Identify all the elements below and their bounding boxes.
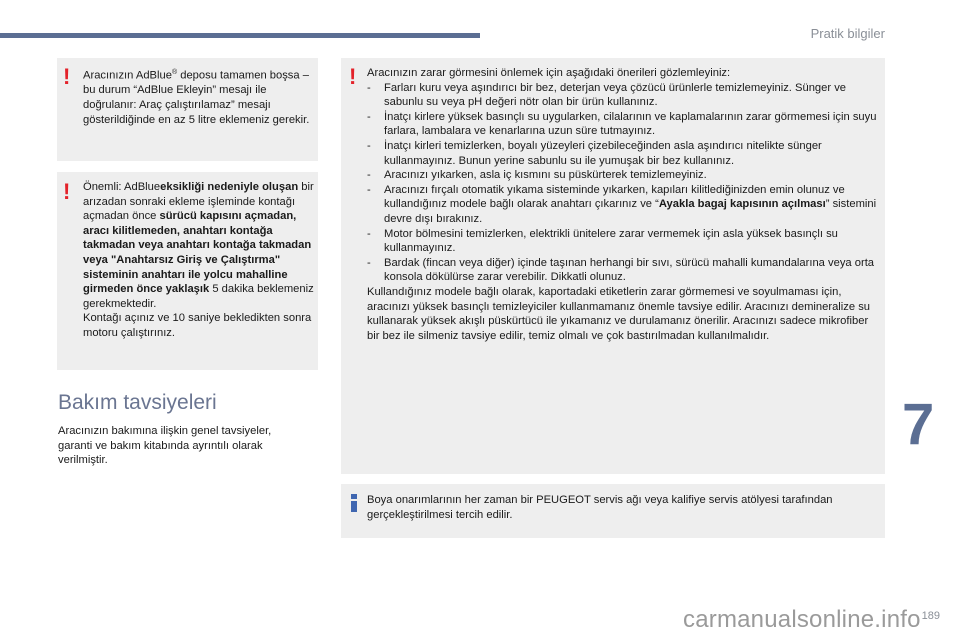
exclamation-icon: ! — [63, 179, 71, 204]
info-icon — [351, 494, 357, 512]
washing-intro: Aracınızın zarar görmesini önlemek için aşağıdaki önerileri gözlemleyiniz: — [367, 67, 731, 79]
list-item: - Motor bölmesini temizlerken, elektrikli ünitelere zarar vermemek için asla yüksek basınçlı su kullanmayınız. — [367, 227, 838, 255]
adblue-shortage-warning-text: Önemli: AdBlueeksikliği nedeniyle oluşan bir arızadan sonraki ekleme işleminde kontağı açmadan önce sürücü kapısını açmadan, aracı kilitlemeden, anahtarı kontağa takmadan veya anahtarı kontağa takmadan veya "Anahtarsız Giriş ve Çalıştırma" sisteminin anahtarı ile yolcu mahalline girmeden önce yaklaşık 5 dakika beklemeniz gerekmektedir. Kontağı açınız ve 10 saniye bekledikten sonra motoru çalıştırınız. — [83, 181, 314, 339]
paint-repair-info-text: Boya onarımlarının her zaman bir PEUGEOT servis ağı veya kalifiye servis atölyesi tarafından gerçekleştirilmesi tercih edilir. — [367, 494, 833, 521]
chapter-number: 7 — [902, 392, 935, 457]
adblue-empty-warning-box — [57, 58, 318, 161]
header-accent-bar — [0, 33, 480, 38]
list-item: - İnatçı kirleri temizlerken, boyalı yüzeyleri çizebileceğinden asla aşındırıcı nitelikte sünger kullanmayınız. Bunun yerine sabunlu su ile yumuşak bir bez kullanınız. — [367, 139, 822, 167]
exclamation-icon: ! — [349, 64, 357, 89]
list-item: - Aracınızı yıkarken, asla iç kısmını su püskürterek temizlemeyiniz. — [367, 169, 707, 182]
section-body: Aracınızın bakımına ilişkin genel tavsiyeler, garanti ve bakım kitabında ayrıntılı olarak verilmiştir. — [58, 425, 272, 467]
washing-outro: Kullandığınız modele bağlı olarak, kaportadaki etiketlerin zarar görmemesi ve soyulmaması için, aracınızı yüksek basınçlı temizleyiciler kullanmamanız önemle tavsiye edilir. Aracınızı demineralize su kullanarak yüksek akışlı püskürtücü ile yıkamanız ve durulamanız önerilir. Aracınızı sadece mikrofiber bir bez ile silmeniz tavsiye edilir, temiz olmalı ve çok bastırılmadan kullanılmalıdır. — [367, 285, 871, 342]
list-item: - Bardak (fincan veya diğer) içinde taşınan herhangi bir sıvı, sürücü mahalli kumandalarına veya orta konsola dökülürse zarar verebilir. Dikkatli olunuz. — [367, 256, 875, 284]
list-item: - Aracınızı fırçalı otomatik yıkama sisteminde yıkarken, kapıları kilitlediğinizden emin olunuz ve kullandığınız modele bağlı olarak anahtarı çıkarınız ve “Ayakla bagaj kapısının açılması” sistemini devre dışı bırakınız. — [367, 183, 877, 225]
exclamation-icon: ! — [63, 64, 71, 89]
paint-repair-info-box — [341, 484, 885, 538]
washing-warning-content — [367, 66, 879, 343]
page-number: 189 — [921, 610, 940, 622]
adblue-empty-warning-text: Aracınızın AdBlue® deposu tamamen boşsa – bu durum “AdBlue Ekleyin” mesajı ile doğrulanır: Araç çalıştırılamaz” mesajı gösterildiğinde en az 5 litre eklemeniz gerekir. — [83, 69, 310, 126]
washing-tips-list — [367, 81, 879, 285]
list-item: - Farları kuru veya aşındırıcı bir bez, deterjan veya çözücü ürünlerle temizlemeyiniz. Sünger ve sabunlu su veya pH değeri nötr olan bir ürün kullanınız. — [367, 81, 847, 109]
adblue-shortage-warning-box — [57, 172, 318, 370]
list-item: - İnatçı kirlere yüksek basınçlı su uygularken, cilalarının ve kaplamalarının zarar görmemesi için suyu farlara, lambalara ve kenarlarına uzun süre tutmayınız. — [367, 110, 877, 138]
section-title: Bakım tavsiyeleri — [58, 391, 217, 414]
watermark: carmanualsonline.info — [683, 606, 921, 633]
header-title: Pratik bilgiler — [810, 26, 885, 41]
washing-warning-box — [341, 58, 885, 474]
